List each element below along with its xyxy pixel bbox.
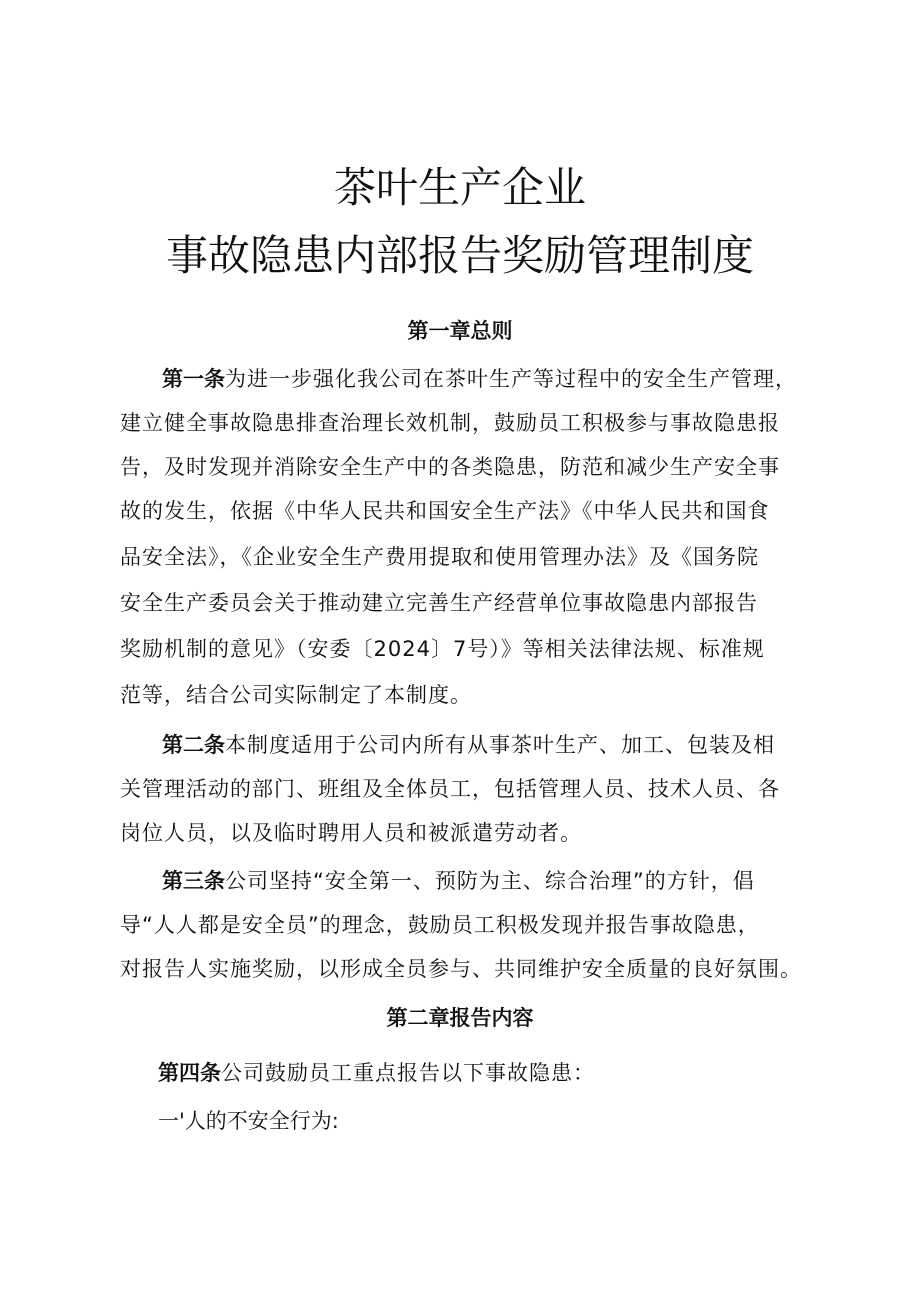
article-1-line-8: 范等，结合公司实际制定了本制度。 [120, 683, 472, 707]
article-1-label: 第一条 [162, 367, 225, 391]
article-1-line-4: 故的发生，依据《中华人民共和国安全生产法》《中华人民共和国食 [120, 499, 770, 523]
article-1-text-1: 为进一步强化我公司在茶叶生产等过程中的安全生产管理， [225, 367, 797, 391]
article-1-line-7: 奖励机制的意见》（安委〔2024〕7号）》等相关法律法规、标准规 [120, 637, 765, 661]
article-2-line-2: 关管理活动的部门、班组及全体员工，包括管理人员、技术人员、各 [120, 777, 780, 801]
article-1-line-3: 告，及时发现并消除安全生产中的各类隐患，防范和减少生产安全事 [120, 455, 780, 479]
article-4-label: 第四条 [158, 1061, 221, 1085]
article-2-label: 第二条 [162, 733, 225, 757]
chapter-2-heading: 第二章报告内容 [386, 1006, 534, 1030]
list-item-1: 一'人的不安全行为: [158, 1109, 339, 1133]
article-3-text-1: 公司坚持“安全第一、预防为主、综合治理”的方针，倡 [225, 869, 755, 893]
article-4-text: 公司鼓励员工重点报告以下事故隐患： [221, 1061, 595, 1085]
article-1-line-1 [162, 364, 797, 394]
document-title-line-2: 事故隐患内部报告奖励管理制度 [165, 231, 754, 280]
article-3-label: 第三条 [162, 869, 225, 893]
article-3-line-1 [162, 866, 755, 896]
article-1-line-2: 建立健全事故隐患排查治理长效机制，鼓励员工积极参与事故隐患报 [120, 411, 780, 435]
document-title-line-1: 茶叶生产企业 [333, 163, 586, 212]
article-3-line-2: 导“人人都是安全员”的理念，鼓励员工积极发现并报告事故隐患， [120, 913, 760, 937]
article-2-line-3: 岗位人员，以及临时聘用人员和被派遣劳动者。 [120, 821, 582, 845]
article-1-line-6: 安全生产委员会关于推动建立完善生产经营单位事故隐患内部报告 [120, 591, 758, 615]
article-1-line-5: 品安全法》，《企业安全生产费用提取和使用管理办法》及《国务院 [120, 545, 759, 569]
article-4-line [158, 1058, 595, 1088]
article-3-line-3: 对报告人实施奖励，以形成全员参与、共同维护安全质量的良好氛围。 [120, 957, 802, 981]
article-2-line-1 [162, 730, 775, 760]
chapter-1-heading: 第一章总则 [407, 319, 513, 343]
article-2-text-1: 本制度适用于公司内所有从事茶叶生产、加工、包装及相 [225, 733, 775, 757]
